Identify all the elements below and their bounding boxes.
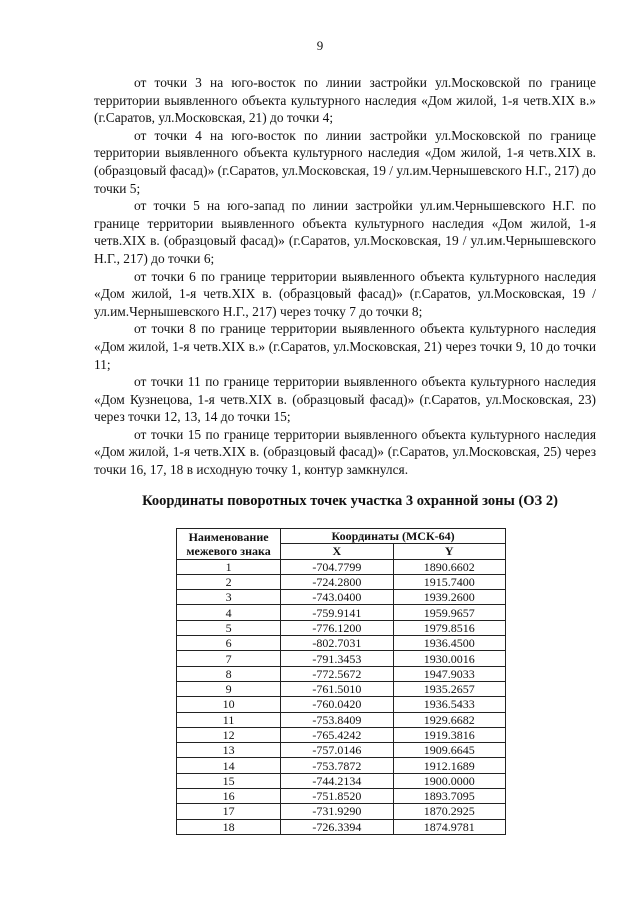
- cell-marker-number: 12: [177, 727, 281, 742]
- cell-y: 1935.2657: [393, 681, 505, 696]
- cell-x: -724.2800: [281, 574, 393, 589]
- table-row: [177, 574, 506, 589]
- cell-marker-number: 16: [177, 789, 281, 804]
- cell-x: -757.0146: [281, 743, 393, 758]
- cell-x: -704.7799: [281, 559, 393, 574]
- header-y: Y: [393, 544, 505, 559]
- table-row: [177, 773, 506, 788]
- cell-marker-number: 9: [177, 681, 281, 696]
- cell-marker-number: 3: [177, 590, 281, 605]
- cell-marker-number: 1: [177, 559, 281, 574]
- cell-y: 1900.0000: [393, 773, 505, 788]
- paragraph: от точки 8 по границе территории выявленного объекта культурного наследия «Дом жилой, 1-я четв.XIX в.» (г.Саратов, ул.Московская, 21) через точки 9, 10 до точки 11;: [94, 321, 596, 372]
- cell-x: -772.5672: [281, 666, 393, 681]
- cell-y: 1930.0016: [393, 651, 505, 666]
- table-row: [177, 758, 506, 773]
- cell-x: -791.3453: [281, 651, 393, 666]
- table-title: Координаты поворотных точек участка 3 охранной зоны (ОЗ 2): [142, 493, 558, 509]
- table-row: [177, 712, 506, 727]
- cell-y: 1979.8516: [393, 620, 505, 635]
- page-number: 9: [316, 38, 324, 53]
- coordinates-table: [176, 528, 506, 835]
- table-row: [177, 666, 506, 681]
- header-x: X: [281, 544, 393, 559]
- paragraph: от точки 4 на юго-восток по линии застройки ул.Московской по границе территории выявленного объекта культурного наследия «Дом жилой, 1-я четв.XIX в. (образцовый фасад)» (г.Саратов, ул.Московская, 19 / ул.им.Чернышевского Н.Г., 217) до точки 5;: [94, 127, 596, 196]
- cell-y: 1893.7095: [393, 789, 505, 804]
- cell-y: 1912.1689: [393, 758, 505, 773]
- cell-y: 1936.5433: [393, 697, 505, 712]
- table-row: [177, 620, 506, 635]
- table-row: [177, 789, 506, 804]
- cell-y: 1959.9657: [393, 605, 505, 620]
- table-row: [177, 636, 506, 651]
- cell-x: -759.9141: [281, 605, 393, 620]
- paragraph: от точки 6 по границе территории выявленного объекта культурного наследия «Дом жилой, 1-я четв.XIX в. (образцовый фасад)» (г.Саратов, ул.Московская, 19 / ул.им.Чернышевского Н.Г., 217) через точку 7 до точки 8;: [94, 268, 596, 319]
- cell-y: 1909.6645: [393, 743, 505, 758]
- paragraph: от точки 5 на юго-запад по линии застройки ул.им.Чернышевского Н.Г. по границе территории выявленного объекта культурного наследия «Дом жилой, 1-я четв.XIX в. (образцовый фасад)» (г.Саратов, ул.Московская, 19 / ул.им.Чернышевского Н.Г., 217) до точки 6;: [94, 198, 596, 266]
- cell-x: -731.9290: [281, 804, 393, 819]
- cell-y: 1936.4500: [393, 636, 505, 651]
- cell-marker-number: 11: [177, 712, 281, 727]
- cell-y: 1947.9033: [393, 666, 505, 681]
- table-row: [177, 605, 506, 620]
- cell-x: -743.0400: [281, 590, 393, 605]
- cell-x: -751.8520: [281, 789, 393, 804]
- cell-marker-number: 17: [177, 804, 281, 819]
- cell-marker-number: 5: [177, 620, 281, 635]
- header-coordinates: Координаты (МСК-64): [281, 529, 506, 544]
- cell-y: 1939.2600: [393, 590, 505, 605]
- table-row: [177, 804, 506, 819]
- cell-marker-number: 15: [177, 773, 281, 788]
- cell-x: -765.4242: [281, 727, 393, 742]
- cell-x: -744.2134: [281, 773, 393, 788]
- cell-x: -753.7872: [281, 758, 393, 773]
- paragraph: от точки 11 по границе территории выявленного объекта культурного наследия «Дом Кузнецова, 1-я четв.XIX в. (образцовый фасад)» (г.Саратов, ул.Московская, 23) через точки 12, 13, 14 до точки 15;: [94, 374, 596, 425]
- cell-x: -726.3394: [281, 819, 393, 834]
- cell-marker-number: 8: [177, 666, 281, 681]
- cell-marker-number: 2: [177, 574, 281, 589]
- cell-marker-number: 18: [177, 819, 281, 834]
- cell-x: -802.7031: [281, 636, 393, 651]
- table-body: [177, 559, 506, 834]
- cell-x: -753.8409: [281, 712, 393, 727]
- table-row: [177, 727, 506, 742]
- table-row: [177, 819, 506, 834]
- cell-marker-number: 13: [177, 743, 281, 758]
- paragraph: от точки 15 по границе территории выявленного объекта культурного наследия «Дом жилой, 1-я четв.XIX в. (образцовый фасад)» (г.Саратов, ул.Московская, 25) через точки 16, 17, 18 в исходную точку 1, контур замкнулся.: [94, 426, 596, 478]
- cell-marker-number: 14: [177, 758, 281, 773]
- table-row: [177, 590, 506, 605]
- header-marker-name: Наименование межевого знака: [177, 529, 281, 560]
- cell-marker-number: 10: [177, 697, 281, 712]
- cell-x: -761.5010: [281, 681, 393, 696]
- table-row: [177, 743, 506, 758]
- cell-marker-number: 7: [177, 651, 281, 666]
- table-row: [177, 559, 506, 574]
- cell-y: 1915.7400: [393, 574, 505, 589]
- cell-y: 1870.2925: [393, 804, 505, 819]
- cell-marker-number: 4: [177, 605, 281, 620]
- cell-y: 1919.3816: [393, 727, 505, 742]
- cell-x: -760.0420: [281, 697, 393, 712]
- paragraph: от точки 3 на юго-восток по линии застройки ул.Московской по границе территории выявленного объекта культурного наследия «Дом жилой, 1-я четв.XIX в.» (г.Саратов, ул.Московская, 21) до точки 4;: [94, 75, 596, 126]
- cell-y: 1890.6602: [393, 559, 505, 574]
- cell-marker-number: 6: [177, 636, 281, 651]
- body-text: [94, 74, 596, 479]
- cell-x: -776.1200: [281, 620, 393, 635]
- table-row: [177, 681, 506, 696]
- table-row: [177, 651, 506, 666]
- table-row: [177, 697, 506, 712]
- cell-y: 1929.6682: [393, 712, 505, 727]
- cell-y: 1874.9781: [393, 819, 505, 834]
